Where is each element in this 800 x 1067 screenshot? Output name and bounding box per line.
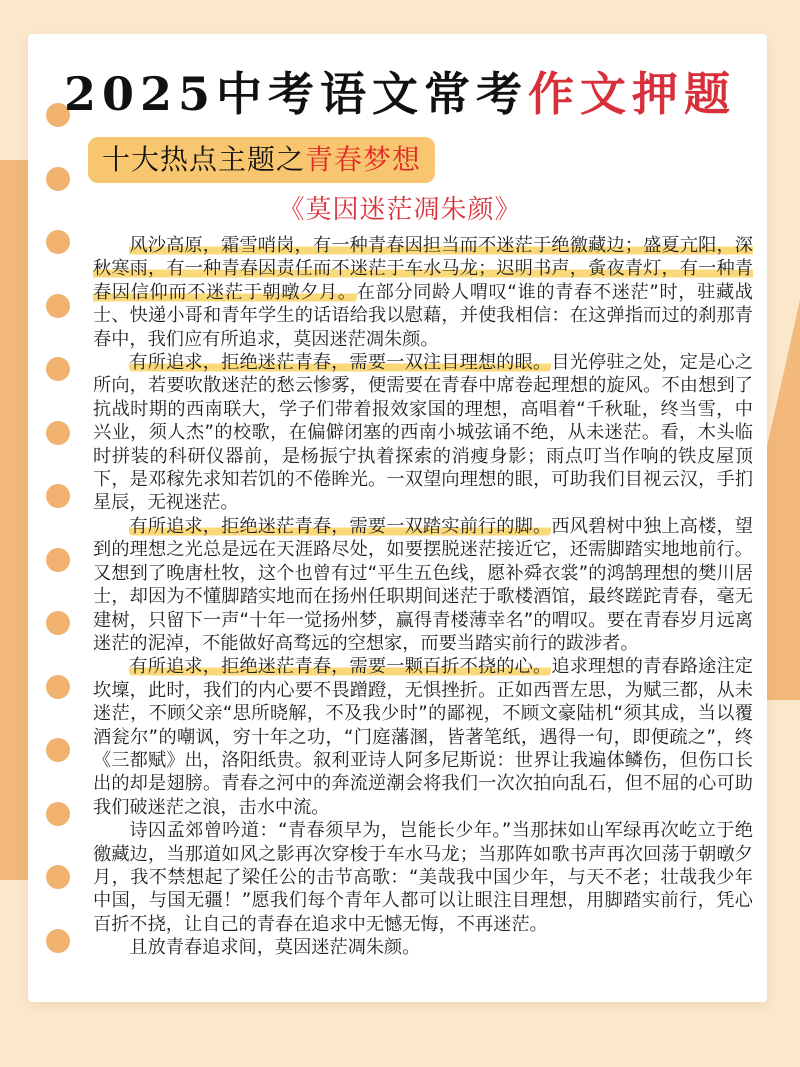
binder-ring-icon	[46, 611, 70, 635]
title-black: 2025中考语文常考	[63, 67, 529, 121]
binder-ring-icon	[46, 675, 70, 699]
binder-ring-icon	[46, 294, 70, 318]
paragraph-text: 在部分同龄人喟叹“谁的青春不迷茫”时，驻藏战士、快递小哥和青年学生的话语给我以慰藉，并使我相信：在这弹指而过的刹那青春中，我们应有所追求，莫因迷茫凋朱颜。	[93, 281, 753, 350]
binder-ring-icon	[46, 421, 70, 445]
essay-title: 《莫因迷茫凋朱颜》	[278, 195, 522, 225]
paragraph-text: 追求理想的青春路途注定坎壈，此时，我们的内心要不畏蹭蹬，无惧挫折。正如西晋左思，为赋三都，从未迷茫，不顾父亲“思所晓解，不及我少时”的鄙视，不顾文豪陆机“须其成，当以覆酒瓮尔”的嘲讽，穷十年之功，“门庭藩溷，皆著笔纸，遇得一句，即便疏之”，终《三都赋》出，洛阳纸贵。叙利亚诗人阿多尼斯说：世界让我遍体鳞伤，但伤口长出的却是翅膀。青春之河中的奔流逆潮会将我们一次次拍向乱石，但不屈的心可助我们破迷茫之浪，击水中流。	[93, 656, 753, 818]
binder-ring-icon	[46, 167, 70, 191]
essay-paragraph	[93, 655, 753, 819]
paragraph-text: 且放青春追求间，莫因迷茫凋朱颜。	[129, 937, 421, 959]
highlighted-sentence: 有所追求，拒绝迷茫青春，需要一颗百折不挠的心。	[129, 656, 552, 678]
paragraph-text: 西风碧树中独上高楼，望到的理想之光总是远在天涯路尽处，如要摆脱迷茫接近它，还需脚踏实地地前行。又想到了晚唐杜牧，这个也曾有过“平生五色线，愿补舜衣裳”的鸿鹄理想的樊川居士，却因为不懂脚踏实地而在扬州任职期间迷茫于歌楼酒馆，最终蹉跎青春，毫无建树，只留下一声“十年一觉扬州梦，赢得青楼薄幸名”的喟叹。要在青春岁月远离迷茫的泥淖，不能做好高骛远的空想家，而要当踏实前行的跋涉者。	[93, 515, 753, 654]
topic-badge-prefix: 十大热点主题之	[102, 143, 306, 176]
highlighted-sentence: 风沙高原，霜雪哨岗，有一种青春因担当而不迷茫于绝徼藏边；盛夏亢阳，深秋寒雨，有一种青春因责任而不迷茫于车水马龙；迟明书声，夤夜青灯，有一种青春因信仰而不迷茫于朝暾夕月。	[93, 235, 753, 303]
binder-ring-icon	[46, 548, 70, 572]
topic-badge	[88, 137, 435, 183]
binder-ring-icon	[46, 865, 70, 889]
highlighted-sentence: 有所追求，拒绝迷茫青春，需要一双踏实前行的脚。	[129, 515, 552, 537]
essay-paragraph	[93, 351, 753, 515]
binder-ring-icon	[46, 484, 70, 508]
essay-paragraph	[93, 819, 753, 936]
essay-paragraph	[93, 515, 753, 655]
topic-badge-theme: 青春梦想	[305, 143, 422, 176]
binder-ring-icon	[46, 929, 70, 953]
essay-body	[93, 234, 753, 960]
highlighted-sentence: 有所追求，拒绝迷茫青春，需要一双注目理想的眼。	[129, 352, 552, 374]
paragraph-text: 诗囚孟郊曾吟道：“青春须早为，岂能长少年。”当那抹如山军绿再次屹立于绝徼藏边，当那道如风之影再次穿梭于车水马龙；当那阵如歌书声再次回荡于朝暾夕月，我不禁想起了梁任公的击节高歌：“美哉我中国少年，与天不老；壮哉我少年中国，与国无疆！”愿我们每个青年人都可以让眼注目理想，用脚踏实前行，凭心百折不挠，让自己的青春在追求中无憾无悔，不再迷茫。	[93, 820, 753, 935]
binder-ring-icon	[46, 230, 70, 254]
page-title	[0, 66, 800, 122]
binder-ring-icon	[46, 738, 70, 762]
binder-ring-icon	[46, 802, 70, 826]
binder-ring-icon	[46, 357, 70, 381]
title-red: 作文押题	[528, 67, 737, 121]
essay-paragraph	[93, 936, 753, 959]
essay-paragraph	[93, 234, 753, 351]
paragraph-text: 目光停驻之处，定是心之所向，若要吹散迷茫的愁云惨雾，便需要在青春中席卷起理想的旋风。不由想到了抗战时期的西南联大，学子们带着报效家国的理想，高唱着“千秋耻，终当雪，中兴业，须人杰”的校歌，在偏僻闭塞的西南小城弦诵不绝，从未迷茫。看，木头临时拼装的科研仪器前，是杨振宁执着探索的消瘦身影；雨点叮当作响的铁皮屋顶下，是邓稼先求知若饥的不倦眸光。一双望向理想的眼，可助我们目视云汉，手扪星辰，无视迷茫。	[93, 352, 753, 514]
